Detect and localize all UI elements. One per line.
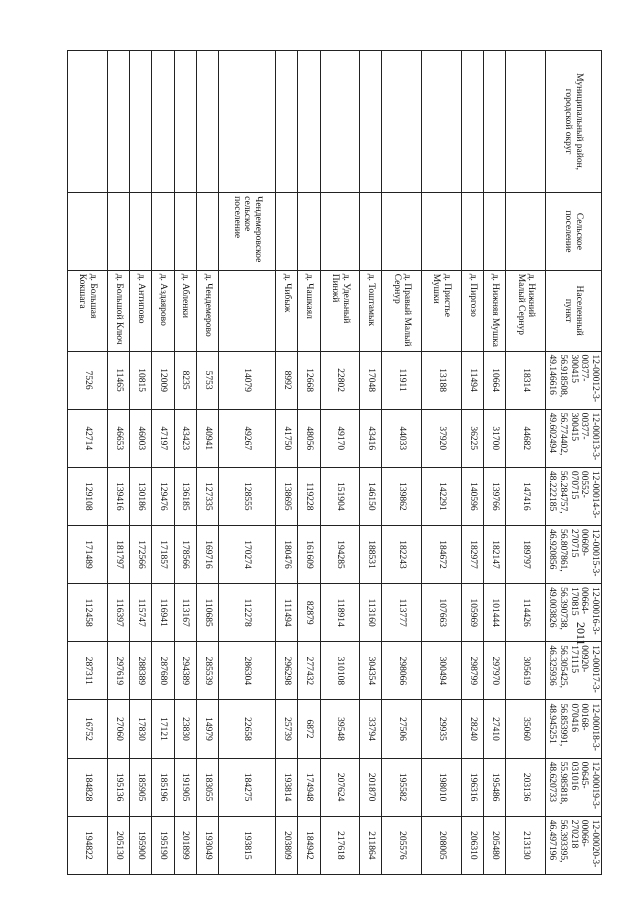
- distance-cell: 43423: [174, 409, 196, 467]
- municipality-cell: [129, 51, 151, 193]
- locality-cell: д. Антипово: [129, 270, 151, 351]
- distance-cell: 203809: [276, 816, 298, 874]
- distance-cell: 182243: [382, 525, 422, 583]
- distance-cell: 169716: [196, 525, 218, 583]
- distance-cell: 195136: [107, 758, 129, 816]
- distance-cell: 82879: [298, 584, 320, 642]
- distance-cell: 114426: [506, 584, 546, 642]
- distance-cell: 147416: [506, 467, 546, 525]
- distance-cell: 18314: [506, 351, 546, 409]
- distance-cell: 44033: [382, 409, 422, 467]
- municipality-cell: [107, 51, 129, 193]
- distance-cell: 23830: [174, 700, 196, 758]
- municipality-cell: [152, 51, 174, 193]
- table-body: [68, 51, 546, 875]
- distance-cell: 41750: [276, 409, 298, 467]
- page-number: 2011: [574, 622, 588, 646]
- distance-cell: 28240: [461, 700, 483, 758]
- settlement-cell: [129, 193, 151, 271]
- distance-cell: 130186: [129, 467, 151, 525]
- distance-cell: 198010: [422, 758, 462, 816]
- distance-cell: 182147: [483, 525, 505, 583]
- distance-cell: 184275: [219, 758, 276, 816]
- table-row: [129, 51, 151, 875]
- distance-cell: 151904: [320, 467, 360, 525]
- locality-cell: д. Пиргозо: [461, 270, 483, 351]
- settlement-cell: [196, 193, 218, 271]
- distance-cell: 17121: [152, 700, 174, 758]
- distance-cell: 11911: [382, 351, 422, 409]
- municipality-cell: [483, 51, 505, 193]
- distance-cell: 191905: [174, 758, 196, 816]
- distance-cell: 300494: [422, 642, 462, 700]
- distance-cell: 46653: [107, 409, 129, 467]
- distance-cell: 205480: [483, 816, 505, 874]
- settlement-cell: [422, 193, 462, 271]
- settlement-cell: [107, 193, 129, 271]
- distance-cell: 161609: [298, 525, 320, 583]
- distance-cell: 184828: [68, 758, 108, 816]
- table-row: [219, 51, 276, 875]
- distance-cell: 194822: [68, 816, 108, 874]
- settlement-cell: Чендемеровское сельское поселение: [219, 193, 276, 271]
- municipality-cell: [196, 51, 218, 193]
- distance-cell: 8992: [276, 351, 298, 409]
- distance-cell: 195582: [382, 758, 422, 816]
- distance-cell: 48056: [298, 409, 320, 467]
- table-row: [360, 51, 382, 875]
- distance-cell: 116397: [107, 584, 129, 642]
- distance-cell: 138695: [276, 467, 298, 525]
- distance-cell: 298066: [382, 642, 422, 700]
- distance-cell: 194285: [320, 525, 360, 583]
- column-header: 12-00014-3-00552-070715 56.284757, 48.222185: [545, 467, 601, 525]
- header-municipality: Муниципальный район, городской округ: [545, 51, 601, 193]
- distance-cell: 170274: [219, 525, 276, 583]
- locality-cell: д. Большой Ключ: [107, 270, 129, 351]
- distance-cell: 27506: [382, 700, 422, 758]
- settlement-cell: [382, 193, 422, 271]
- locality-cell: д. Аздаярово: [152, 270, 174, 351]
- distance-cell: 14079: [219, 351, 276, 409]
- distance-cell: 181797: [107, 525, 129, 583]
- locality-cell: д. Тоштамык: [360, 270, 382, 351]
- distance-cell: 101444: [483, 584, 505, 642]
- distance-cell: 13188: [422, 351, 462, 409]
- distance-cell: 146150: [360, 467, 382, 525]
- distance-cell: 43416: [360, 409, 382, 467]
- distance-cell: 12668: [298, 351, 320, 409]
- header-settlement: Сельское поселение: [545, 193, 601, 271]
- table-row: [483, 51, 505, 875]
- distance-cell: 184672: [422, 525, 462, 583]
- distance-cell: 17048: [360, 351, 382, 409]
- settlement-cell: [483, 193, 505, 271]
- distance-cell: 172566: [129, 525, 151, 583]
- locality-cell: д. Абленки: [174, 270, 196, 351]
- distance-cell: 286304: [219, 642, 276, 700]
- distance-cell: 112458: [68, 584, 108, 642]
- column-header: 12-00015-3-00609-270715 56.807861, 46.920856: [545, 525, 601, 583]
- municipality-cell: [320, 51, 360, 193]
- distance-cell: 287680: [152, 642, 174, 700]
- distance-cell: 196316: [461, 758, 483, 816]
- settlement-cell: [320, 193, 360, 271]
- distance-cell: 211864: [360, 816, 382, 874]
- distance-cell: 119228: [298, 467, 320, 525]
- distance-cell: 46003: [129, 409, 151, 467]
- municipality-cell: [461, 51, 483, 193]
- distance-cell: 37920: [422, 409, 462, 467]
- settlement-cell: [276, 193, 298, 271]
- municipality-cell: [506, 51, 546, 193]
- settlement-cell: [174, 193, 196, 271]
- distance-cell: 16752: [68, 700, 108, 758]
- distance-cell: 8235: [174, 351, 196, 409]
- distance-cell: 128555: [219, 467, 276, 525]
- distance-cell: 11465: [107, 351, 129, 409]
- distance-cell: 11494: [461, 351, 483, 409]
- locality-cell: [219, 270, 276, 351]
- distance-cell: 36225: [461, 409, 483, 467]
- locality-cell: д. Большая Кокшага: [68, 270, 108, 351]
- distance-cell: 129108: [68, 467, 108, 525]
- locality-cell: д. Чибыж: [276, 270, 298, 351]
- distance-cell: 113777: [382, 584, 422, 642]
- table-row: [461, 51, 483, 875]
- locality-cell: д. Нижняя Мушка: [483, 270, 505, 351]
- locality-cell: д. Пристье Мушки: [422, 270, 462, 351]
- settlement-cell: [360, 193, 382, 271]
- distance-cell: 27410: [483, 700, 505, 758]
- distance-cell: 178566: [174, 525, 196, 583]
- table-row: [68, 51, 108, 875]
- distance-cell: 139766: [483, 467, 505, 525]
- table-row: [422, 51, 462, 875]
- distance-cell: 205130: [107, 816, 129, 874]
- distance-cell: 105969: [461, 584, 483, 642]
- distance-cell: 185905: [129, 758, 151, 816]
- header-row: [545, 51, 601, 875]
- distance-cell: 22802: [320, 351, 360, 409]
- distance-cell: 25739: [276, 700, 298, 758]
- distance-cell: 207624: [320, 758, 360, 816]
- distance-cell: 129476: [152, 467, 174, 525]
- distance-cell: 112278: [219, 584, 276, 642]
- column-header: 12-00012-3-00377-300415 56.918508, 49.146616: [545, 351, 601, 409]
- distance-table: [67, 50, 602, 875]
- distance-cell: 33794: [360, 700, 382, 758]
- table-row: [382, 51, 422, 875]
- distance-cell: 285539: [196, 642, 218, 700]
- distance-cell: 310108: [320, 642, 360, 700]
- distance-cell: 195190: [152, 816, 174, 874]
- distance-cell: 42714: [68, 409, 108, 467]
- distance-cell: 139416: [107, 467, 129, 525]
- municipality-cell: [382, 51, 422, 193]
- distance-cell: 22658: [219, 700, 276, 758]
- distance-cell: 294389: [174, 642, 196, 700]
- distance-cell: 298799: [461, 642, 483, 700]
- distance-cell: 180476: [276, 525, 298, 583]
- municipality-cell: [422, 51, 462, 193]
- rotated-table-container: [67, 50, 602, 875]
- distance-cell: 201899: [174, 816, 196, 874]
- distance-cell: 14979: [196, 700, 218, 758]
- distance-cell: 206310: [461, 816, 483, 874]
- distance-cell: 27060: [107, 700, 129, 758]
- distance-cell: 142291: [422, 467, 462, 525]
- distance-cell: 12009: [152, 351, 174, 409]
- column-header: 12-00017-3-00920-171115 56.305425, 46.325936: [545, 642, 601, 700]
- distance-cell: 118914: [320, 584, 360, 642]
- settlement-cell: [461, 193, 483, 271]
- distance-cell: 127335: [196, 467, 218, 525]
- distance-cell: 174948: [298, 758, 320, 816]
- distance-cell: 5753: [196, 351, 218, 409]
- distance-cell: 205576: [382, 816, 422, 874]
- distance-cell: 44682: [506, 409, 546, 467]
- column-header: 12-00020-3-00066-270218 56.393395, 46.497196: [545, 816, 601, 874]
- distance-cell: 296298: [276, 642, 298, 700]
- distance-cell: 110685: [196, 584, 218, 642]
- table-row: [320, 51, 360, 875]
- column-header: 12-00019-3-00645-031016 55.985818, 48.620733: [545, 758, 601, 816]
- distance-cell: 35060: [506, 700, 546, 758]
- distance-cell: 217618: [320, 816, 360, 874]
- distance-cell: 39548: [320, 700, 360, 758]
- locality-cell: д. Чендемерово: [196, 270, 218, 351]
- distance-cell: 288389: [129, 642, 151, 700]
- distance-cell: 6872: [298, 700, 320, 758]
- distance-cell: 297619: [107, 642, 129, 700]
- column-header: 12-00016-3-00664-170815 56.390738, 49.003826: [545, 584, 601, 642]
- distance-cell: 31700: [483, 409, 505, 467]
- municipality-cell: [360, 51, 382, 193]
- distance-cell: 171857: [152, 525, 174, 583]
- distance-cell: 7526: [68, 351, 108, 409]
- municipality-cell: [68, 51, 108, 193]
- distance-cell: 136185: [174, 467, 196, 525]
- distance-cell: 17830: [129, 700, 151, 758]
- distance-cell: 140596: [461, 467, 483, 525]
- settlement-cell: [68, 193, 108, 271]
- distance-cell: 171489: [68, 525, 108, 583]
- distance-cell: 49170: [320, 409, 360, 467]
- distance-cell: 213130: [506, 816, 546, 874]
- table-row: [506, 51, 546, 875]
- distance-cell: 203136: [506, 758, 546, 816]
- settlement-cell: [152, 193, 174, 271]
- settlement-cell: [298, 193, 320, 271]
- distance-cell: 193815: [219, 816, 276, 874]
- distance-cell: 113167: [174, 584, 196, 642]
- table-row: [152, 51, 174, 875]
- distance-cell: 107663: [422, 584, 462, 642]
- distance-cell: 47197: [152, 409, 174, 467]
- header-locality: Населенный пункт: [545, 270, 601, 351]
- municipality-cell: [174, 51, 196, 193]
- column-header: 12-00013-3-00377-300415 56.774402, 49.602494: [545, 409, 601, 467]
- distance-cell: 208005: [422, 816, 462, 874]
- municipality-cell: [298, 51, 320, 193]
- distance-cell: 195486: [483, 758, 505, 816]
- table-row: [174, 51, 196, 875]
- distance-cell: 189797: [506, 525, 546, 583]
- municipality-cell: [276, 51, 298, 193]
- distance-cell: 305619: [506, 642, 546, 700]
- distance-cell: 139862: [382, 467, 422, 525]
- distance-cell: 49267: [219, 409, 276, 467]
- distance-cell: 304354: [360, 642, 382, 700]
- distance-cell: 185196: [152, 758, 174, 816]
- distance-cell: 184942: [298, 816, 320, 874]
- distance-cell: 193814: [276, 758, 298, 816]
- distance-cell: 10815: [129, 351, 151, 409]
- municipality-cell: [219, 51, 276, 193]
- table-row: [196, 51, 218, 875]
- distance-cell: 297970: [483, 642, 505, 700]
- distance-cell: 193049: [196, 816, 218, 874]
- locality-cell: д. Правый Малый Сернур: [382, 270, 422, 351]
- distance-cell: 277432: [298, 642, 320, 700]
- distance-cell: 10664: [483, 351, 505, 409]
- locality-cell: д. Чашкаял: [298, 270, 320, 351]
- distance-cell: 40941: [196, 409, 218, 467]
- distance-cell: 29935: [422, 700, 462, 758]
- distance-cell: 201870: [360, 758, 382, 816]
- distance-cell: 182977: [461, 525, 483, 583]
- distance-cell: 111494: [276, 584, 298, 642]
- table-row: [276, 51, 298, 875]
- distance-cell: 113160: [360, 584, 382, 642]
- distance-cell: 287311: [68, 642, 108, 700]
- table-row: [298, 51, 320, 875]
- distance-cell: 195900: [129, 816, 151, 874]
- distance-cell: 115747: [129, 584, 151, 642]
- locality-cell: д. Удельный Пинжй: [320, 270, 360, 351]
- column-header: 12-00018-3-00168-070416 56.853991, 48.945251: [545, 700, 601, 758]
- distance-cell: 183055: [196, 758, 218, 816]
- table-row: [107, 51, 129, 875]
- settlement-cell: [506, 193, 546, 271]
- distance-cell: 116941: [152, 584, 174, 642]
- locality-cell: д. Нижний Малый Сернур: [506, 270, 546, 351]
- distance-cell: 188531: [360, 525, 382, 583]
